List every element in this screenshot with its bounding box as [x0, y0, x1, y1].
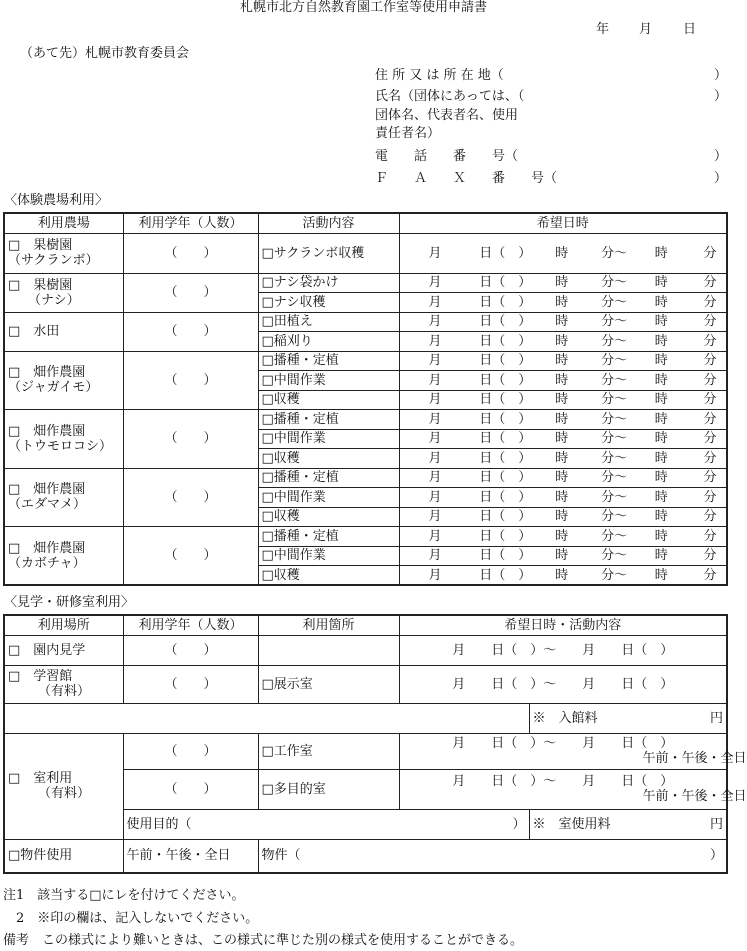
farm-datetime-hour: 時 [555, 333, 569, 349]
farm-datetime-hour: 時 [555, 314, 569, 330]
farm-datetime-day: 日（ ） [479, 450, 532, 466]
farm-datetime-min: 分～ [601, 392, 628, 408]
farm-field-label[interactable] [4, 351, 123, 410]
multipurpose-date-range: 月 日（ ）～ 月 日（ ） [452, 774, 674, 789]
farm-field-line1: □ 水田 [8, 324, 60, 339]
goods-session[interactable]: 午前・午後・全日 [123, 839, 258, 873]
farm-datetime-field[interactable] [399, 507, 727, 527]
farm-datetime-min: 分～ [601, 470, 628, 486]
farm-activity-checkbox[interactable]: □播種・定植 [258, 410, 399, 430]
name-sub-label-1: 団体名、代表者名、使用 [375, 108, 519, 123]
farm-table [3, 212, 728, 586]
hall-grade-field[interactable]: （ ） [123, 665, 258, 703]
workshop-datetime-cell[interactable] [399, 733, 747, 769]
admission-fee-yen: 円 [710, 710, 724, 726]
purpose-field[interactable] [123, 809, 529, 839]
farm-field-line1: □ 畑作農園 [8, 482, 86, 498]
farm-field-label[interactable] [4, 527, 123, 586]
farm-datetime-hour2: 時 [654, 294, 668, 310]
farm-datetime-field[interactable] [399, 332, 727, 352]
farm-field-line2: （ジャガイモ） [8, 380, 99, 396]
farm-datetime-day: 日（ ） [479, 431, 532, 447]
admission-fee-cell [529, 703, 727, 733]
farm-datetime-min: 分～ [601, 314, 628, 330]
farm-header-field: 利用農場 [4, 213, 123, 233]
farm-datetime-day: 日（ ） [479, 333, 532, 349]
farm-row [4, 410, 727, 430]
farm-datetime-min: 分～ [601, 411, 628, 427]
note-1: 注1 該当する□にレを付けてください。 [3, 888, 245, 903]
farm-datetime-hour2: 時 [654, 509, 668, 525]
farm-activity-checkbox[interactable]: □播種・定植 [258, 351, 399, 371]
farm-field-label[interactable] [4, 410, 123, 469]
farm-datetime-min2: 分 [703, 548, 717, 564]
farm-row [4, 527, 727, 547]
farm-datetime-min2: 分 [703, 450, 717, 466]
farm-datetime-hour: 時 [555, 411, 569, 427]
farm-field-line2: （エダマメ） [8, 497, 87, 513]
farm-activity-checkbox[interactable]: □収穫 [258, 507, 399, 527]
farm-datetime-day: 日（ ） [479, 314, 532, 330]
farm-datetime-day: 日（ ） [479, 548, 532, 564]
workshop-date-range: 月 日（ ）～ 月 日（ ） [452, 736, 674, 751]
farm-datetime-field[interactable] [399, 293, 727, 313]
farm-datetime-month: 月 [428, 509, 442, 525]
farm-datetime-min: 分～ [601, 450, 628, 466]
farm-datetime-hour: 時 [555, 353, 569, 369]
farm-datetime-min: 分～ [601, 353, 628, 369]
farm-datetime-hour2: 時 [654, 567, 668, 583]
farm-activity-checkbox[interactable]: □収穫 [258, 449, 399, 469]
page-title: 札幌市北方自然教育園工作室等使用申請書 [239, 0, 487, 15]
farm-datetime-hour: 時 [555, 431, 569, 447]
name-label: 氏名（団体にあっては、（ [375, 89, 525, 104]
farm-datetime-day: 日（ ） [479, 567, 532, 583]
farm-field-line2: （カボチャ） [8, 555, 86, 571]
farm-datetime-day: 日（ ） [479, 245, 532, 261]
room-fee-cell [529, 809, 727, 839]
farm-activity-checkbox[interactable]: □稲刈り [258, 332, 399, 352]
farm-datetime-min: 分～ [601, 528, 628, 544]
farm-datetime-min: 分～ [601, 294, 628, 310]
farm-datetime-min2: 分 [703, 372, 717, 388]
farm-activity-checkbox[interactable]: □中間作業 [258, 429, 399, 449]
farm-activity-checkbox[interactable]: □播種・定植 [258, 468, 399, 488]
goods-checkbox-label[interactable]: □物件使用 [4, 839, 123, 873]
farm-datetime-min2: 分 [703, 353, 717, 369]
farm-datetime-hour: 時 [555, 294, 569, 310]
room-checkbox-label[interactable] [4, 733, 123, 839]
farm-datetime-min2: 分 [703, 431, 717, 447]
farm-activity-checkbox[interactable]: □ナシ収穫 [258, 293, 399, 313]
farm-datetime-day: 日（ ） [479, 372, 532, 388]
farm-row [4, 273, 727, 293]
fax-label: Ｆ Ａ Ｘ 番 号（ [375, 171, 558, 186]
study-header-grade: 利用学年（人数） [123, 615, 258, 635]
farm-datetime-field[interactable] [399, 546, 727, 566]
admission-fee-label: ※ 入館料 [532, 710, 598, 726]
farm-field-line1: □ 畑作農園 [8, 540, 86, 556]
farm-datetime-field[interactable] [399, 273, 727, 293]
farm-datetime-month: 月 [428, 528, 442, 544]
farm-datetime-min: 分～ [601, 548, 628, 564]
farm-datetime-min: 分～ [601, 245, 628, 261]
farm-datetime-field[interactable] [399, 449, 727, 469]
multipurpose-session: 午前・午後・全日 [642, 789, 747, 804]
farm-datetime-month: 月 [428, 548, 442, 564]
farm-datetime-min: 分～ [601, 431, 628, 447]
farm-datetime-day: 日（ ） [479, 411, 532, 427]
farm-datetime-month: 月 [428, 431, 442, 447]
room-fee-label: ※ 室使用料 [532, 816, 611, 832]
tour-checkbox-label[interactable]: □ 園内見学 [4, 635, 123, 665]
farm-field-label[interactable] [4, 273, 123, 312]
farm-datetime-min2: 分 [703, 411, 717, 427]
farm-datetime-day: 日（ ） [479, 353, 532, 369]
farm-datetime-hour: 時 [555, 528, 569, 544]
farm-row [4, 312, 727, 332]
farm-datetime-hour2: 時 [654, 333, 668, 349]
farm-datetime-field[interactable] [399, 312, 727, 332]
farm-datetime-min: 分～ [601, 372, 628, 388]
farm-datetime-min2: 分 [703, 470, 717, 486]
farm-grade-field[interactable]: （ ） [123, 527, 258, 586]
farm-grade-field[interactable]: （ ） [123, 410, 258, 469]
farm-row [4, 468, 727, 488]
farm-header-activity: 活動内容 [258, 213, 399, 233]
multipurpose-datetime-cell[interactable] [399, 769, 747, 809]
farm-datetime-field[interactable] [399, 351, 727, 371]
farm-datetime-min2: 分 [703, 294, 717, 310]
farm-activity-checkbox[interactable]: □中間作業 [258, 371, 399, 391]
farm-datetime-field[interactable] [399, 429, 727, 449]
workshop-session: 午前・午後・全日 [642, 751, 747, 766]
farm-datetime-field[interactable] [399, 488, 727, 508]
goods-item-field[interactable] [258, 839, 727, 873]
farm-activity-checkbox[interactable]: □収穫 [258, 390, 399, 410]
farm-datetime-month: 月 [428, 392, 442, 408]
farm-datetime-hour2: 時 [654, 470, 668, 486]
purpose-label: 使用目的（ [126, 816, 192, 832]
farm-datetime-hour2: 時 [654, 392, 668, 408]
farm-datetime-day: 日（ ） [479, 470, 532, 486]
farm-datetime-min: 分～ [601, 275, 628, 291]
farm-datetime-month: 月 [428, 567, 442, 583]
workshop-checkbox-label[interactable]: □工作室 [258, 733, 399, 769]
farm-field-line1: □ 果樹園 [8, 238, 73, 253]
farm-activity-checkbox[interactable]: □サクランボ収穫 [258, 233, 399, 273]
farm-datetime-min: 分～ [601, 509, 628, 525]
farm-datetime-hour: 時 [555, 470, 569, 486]
farm-datetime-hour2: 時 [654, 372, 668, 388]
farm-datetime-month: 月 [428, 470, 442, 486]
addressee: （あて先）札幌市教育委員会 [20, 46, 190, 61]
tel-close-paren: ） [714, 149, 728, 164]
study-header-place: 利用場所 [4, 615, 123, 635]
farm-section-label: 〈体験農場利用〉 [4, 193, 109, 208]
farm-datetime-month: 月 [428, 411, 442, 427]
farm-datetime-hour: 時 [555, 567, 569, 583]
farm-datetime-field[interactable] [399, 371, 727, 391]
farm-datetime-hour2: 時 [654, 489, 668, 505]
farm-grade-field[interactable]: （ ） [123, 468, 258, 527]
farm-datetime-day: 日（ ） [479, 392, 532, 408]
farm-datetime-min2: 分 [703, 275, 717, 291]
tel-label: 電 話 番 号（ [375, 149, 519, 164]
farm-activity-checkbox[interactable]: □田植え [258, 312, 399, 332]
farm-datetime-hour2: 時 [654, 431, 668, 447]
farm-grade-field[interactable]: （ ） [123, 273, 258, 312]
farm-datetime-day: 日（ ） [479, 489, 532, 505]
farm-datetime-field[interactable] [399, 468, 727, 488]
farm-activity-checkbox[interactable]: □収穫 [258, 566, 399, 586]
study-table [3, 614, 747, 874]
farm-field-line2: （ナシ） [28, 292, 80, 308]
address-label: 住 所 又 は 所 在 地（ [375, 68, 504, 83]
farm-datetime-month: 月 [428, 245, 442, 261]
farm-field-line1: □ 果樹園 [8, 277, 73, 293]
farm-activity-checkbox[interactable]: □中間作業 [258, 546, 399, 566]
date-day-label: 日 [683, 22, 697, 37]
admission-blank-cell [4, 703, 529, 733]
farm-datetime-min: 分～ [601, 489, 628, 505]
farm-grade-field[interactable]: （ ） [123, 233, 258, 273]
farm-activity-checkbox[interactable]: □播種・定植 [258, 527, 399, 547]
hall-checkbox-label[interactable] [4, 665, 123, 703]
farm-datetime-month: 月 [428, 314, 442, 330]
farm-datetime-hour: 時 [555, 245, 569, 261]
farm-datetime-hour2: 時 [654, 245, 668, 261]
farm-datetime-hour: 時 [555, 489, 569, 505]
farm-activity-checkbox[interactable]: □ナシ袋かけ [258, 273, 399, 293]
farm-activity-checkbox[interactable]: □中間作業 [258, 488, 399, 508]
study-header-datetime: 希望日時・活動内容 [399, 615, 727, 635]
farm-datetime-min2: 分 [703, 333, 717, 349]
farm-datetime-min: 分～ [601, 567, 628, 583]
multipurpose-grade-field[interactable]: （ ） [123, 769, 258, 809]
farm-datetime-day: 日（ ） [479, 528, 532, 544]
farm-row [4, 233, 727, 273]
farm-field-line2: （サクランボ） [8, 253, 99, 268]
hall-label-line1: □ 学習館 [8, 669, 73, 684]
farm-grade-field[interactable]: （ ） [123, 312, 258, 351]
farm-datetime-month: 月 [428, 372, 442, 388]
farm-header-grade: 利用学年（人数） [123, 213, 258, 233]
name-close-paren: ） [714, 89, 728, 104]
farm-field-label[interactable] [4, 312, 123, 351]
farm-datetime-hour2: 時 [654, 314, 668, 330]
fax-close-paren: ） [714, 171, 728, 186]
hall-date-range[interactable]: 月 日（ ）～ 月 日（ ） [399, 665, 727, 703]
farm-field-line2: （トウモロコシ） [8, 438, 113, 454]
farm-datetime-hour: 時 [555, 372, 569, 388]
farm-datetime-hour: 時 [555, 450, 569, 466]
farm-datetime-min2: 分 [703, 392, 717, 408]
farm-datetime-month: 月 [428, 294, 442, 310]
remark: 備考 この様式により難いときは、この様式に準じた別の様式を使用することができる。 [3, 933, 524, 948]
farm-datetime-min: 分～ [601, 333, 628, 349]
farm-datetime-min2: 分 [703, 528, 717, 544]
farm-field-label[interactable] [4, 233, 123, 273]
farm-datetime-hour2: 時 [654, 528, 668, 544]
tour-location-field [258, 635, 399, 665]
farm-datetime-month: 月 [428, 275, 442, 291]
room-label-line2: （有料） [38, 786, 91, 801]
farm-datetime-min2: 分 [703, 489, 717, 505]
farm-datetime-hour: 時 [555, 509, 569, 525]
exhibit-checkbox-label[interactable]: □展示室 [258, 665, 399, 703]
farm-field-line1: □ 畑作農園 [8, 365, 86, 381]
farm-datetime-hour2: 時 [654, 548, 668, 564]
tour-grade-field[interactable]: （ ） [123, 635, 258, 665]
farm-datetime-month: 月 [428, 333, 442, 349]
hall-label-line2: （有料） [38, 684, 91, 699]
farm-datetime-field[interactable] [399, 390, 727, 410]
farm-datetime-hour: 時 [555, 275, 569, 291]
study-section-label: 〈見学・研修室利用〉 [4, 595, 135, 610]
farm-datetime-field[interactable] [399, 233, 727, 273]
note-2: 2 ※印の欄は、記入しないでください。 [3, 911, 259, 926]
farm-datetime-min2: 分 [703, 314, 717, 330]
farm-datetime-hour2: 時 [654, 411, 668, 427]
date-year-label: 年 [596, 22, 610, 37]
farm-datetime-day: 日（ ） [479, 275, 532, 291]
farm-datetime-month: 月 [428, 489, 442, 505]
room-fee-yen: 円 [710, 816, 724, 832]
farm-datetime-hour: 時 [555, 548, 569, 564]
tour-date-range[interactable]: 月 日（ ）～ 月 日（ ） [399, 635, 727, 665]
date-month-label: 月 [639, 22, 653, 37]
farm-field-line1: □ 畑作農園 [8, 423, 86, 439]
farm-datetime-hour: 時 [555, 392, 569, 408]
farm-header-datetime: 希望日時 [399, 213, 727, 233]
farm-grade-field[interactable]: （ ） [123, 351, 258, 410]
workshop-grade-field[interactable]: （ ） [123, 733, 258, 769]
farm-datetime-hour2: 時 [654, 353, 668, 369]
farm-datetime-hour2: 時 [654, 450, 668, 466]
goods-item-label: 物件（ [261, 848, 301, 864]
farm-datetime-min2: 分 [703, 567, 717, 583]
farm-datetime-month: 月 [428, 450, 442, 466]
farm-datetime-field[interactable] [399, 410, 727, 430]
farm-datetime-field[interactable] [399, 566, 727, 586]
farm-datetime-day: 日（ ） [479, 294, 532, 310]
address-close-paren: ） [714, 68, 728, 83]
farm-datetime-day: 日（ ） [479, 509, 532, 525]
name-sub-label-2: 責任者名） [375, 126, 441, 141]
farm-datetime-month: 月 [428, 353, 442, 369]
farm-datetime-min2: 分 [703, 509, 717, 525]
multipurpose-checkbox-label[interactable]: □多目的室 [258, 769, 399, 809]
study-header-location: 利用箇所 [258, 615, 399, 635]
goods-close-paren: ） [710, 848, 724, 864]
farm-datetime-min2: 分 [703, 245, 717, 261]
farm-datetime-hour2: 時 [654, 275, 668, 291]
room-label-line1: □ 室利用 [8, 771, 73, 786]
farm-field-label[interactable] [4, 468, 123, 527]
farm-datetime-field[interactable] [399, 527, 727, 547]
purpose-close-paren: ） [512, 816, 526, 832]
farm-row [4, 351, 727, 371]
